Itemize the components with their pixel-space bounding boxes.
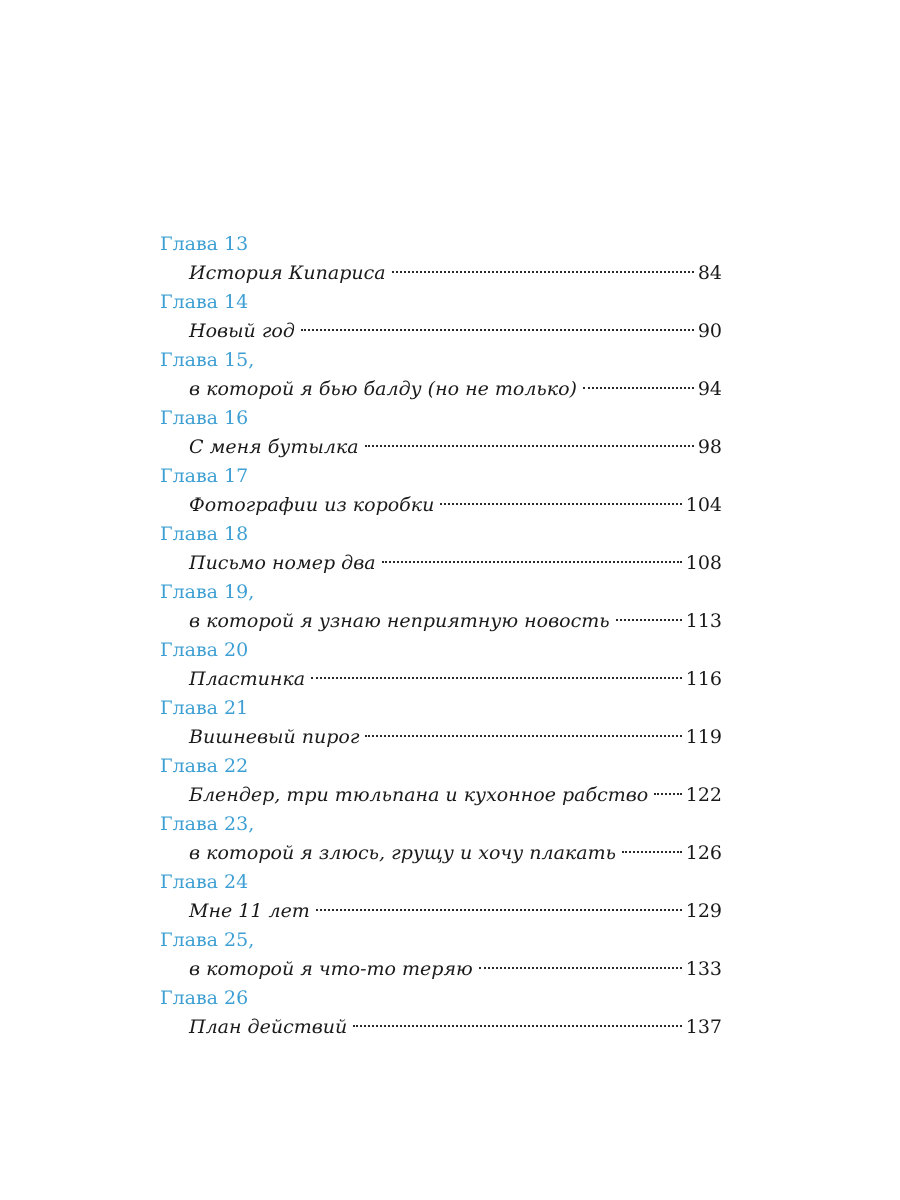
page-number: 126	[685, 842, 722, 864]
toc-line	[189, 258, 722, 289]
toc-entry	[160, 347, 722, 405]
toc-line	[189, 490, 722, 521]
chapter-label: Глава 17	[160, 465, 249, 487]
toc-line	[189, 1012, 722, 1043]
page-number: 122	[685, 784, 722, 806]
chapter-label: Глава 26	[160, 987, 249, 1009]
page-number: 108	[685, 552, 722, 574]
toc-line	[189, 548, 722, 579]
toc-entry	[160, 289, 722, 347]
chapter-label: Глава 19,	[160, 581, 255, 603]
chapter-label: Глава 13	[160, 233, 249, 255]
dot-leader	[311, 676, 682, 679]
table-of-contents	[160, 231, 722, 1043]
toc-line	[189, 954, 722, 985]
page-number: 133	[685, 958, 722, 980]
toc-entry	[160, 869, 722, 927]
toc-entry	[160, 637, 722, 695]
chapter-label: Глава 20	[160, 639, 249, 661]
page-number: 84	[697, 262, 722, 284]
page-number: 129	[685, 900, 722, 922]
page-number: 137	[685, 1016, 722, 1038]
toc-entry	[160, 753, 722, 811]
page-number: 113	[685, 610, 722, 632]
toc-entry	[160, 231, 722, 289]
dot-leader	[365, 734, 681, 737]
dot-leader	[301, 328, 694, 331]
dot-leader	[622, 850, 682, 853]
toc-line	[189, 722, 722, 753]
chapter-label: Глава 15,	[160, 349, 255, 371]
chapter-title: Письмо номер два	[189, 552, 376, 574]
page-number: 98	[697, 436, 722, 458]
toc-line	[189, 316, 722, 347]
dot-leader	[479, 966, 682, 969]
toc-line	[189, 896, 722, 927]
toc-entry	[160, 985, 722, 1043]
chapter-label: Глава 21	[160, 697, 249, 719]
chapter-title: Блендер, три тюльпана и кухонное рабство	[189, 784, 649, 806]
page-number: 90	[697, 320, 722, 342]
dot-leader	[392, 270, 694, 273]
toc-line	[189, 838, 722, 869]
chapter-label: Глава 23,	[160, 813, 255, 835]
toc-entry	[160, 521, 722, 579]
dot-leader	[316, 908, 682, 911]
chapter-label: Глава 14	[160, 291, 249, 313]
dot-leader	[440, 502, 681, 505]
chapter-label: Глава 25,	[160, 929, 255, 951]
toc-entry	[160, 405, 722, 463]
chapter-title: в которой я что-то теряю	[189, 958, 473, 980]
toc-entry	[160, 463, 722, 521]
toc-line	[189, 780, 722, 811]
toc-entry	[160, 695, 722, 753]
chapter-title: Мне 11 лет	[189, 900, 310, 922]
chapter-label: Глава 18	[160, 523, 249, 545]
chapter-title: История Кипариса	[189, 262, 386, 284]
chapter-title: Пластинка	[189, 668, 306, 690]
dot-leader	[365, 444, 694, 447]
toc-entry	[160, 811, 722, 869]
page-number: 104	[685, 494, 722, 516]
chapter-title: Фотографии из коробки	[189, 494, 435, 516]
page-number: 116	[685, 668, 722, 690]
chapter-title: Вишневый пирог	[189, 726, 360, 748]
toc-line	[189, 432, 722, 463]
toc-entry	[160, 927, 722, 985]
toc-line	[189, 606, 722, 637]
page-number: 119	[685, 726, 722, 748]
dot-leader	[382, 560, 682, 563]
chapter-label: Глава 24	[160, 871, 249, 893]
chapter-title: в которой я злюсь, грущу и хочу плакать	[189, 842, 616, 864]
chapter-label: Глава 16	[160, 407, 249, 429]
toc-entry	[160, 579, 722, 637]
dot-leader	[583, 386, 694, 389]
chapter-title: Новый год	[189, 320, 295, 342]
chapter-title: в которой я бью балду (но не только)	[189, 378, 577, 400]
dot-leader	[654, 792, 682, 795]
dot-leader	[353, 1024, 681, 1027]
toc-line	[189, 374, 722, 405]
chapter-title: План действий	[189, 1016, 348, 1038]
page-number: 94	[697, 378, 722, 400]
chapter-title: в которой я узнаю неприятную новость	[189, 610, 610, 632]
dot-leader	[616, 618, 682, 621]
chapter-title: С меня бутылка	[189, 436, 359, 458]
toc-line	[189, 664, 722, 695]
chapter-label: Глава 22	[160, 755, 249, 777]
